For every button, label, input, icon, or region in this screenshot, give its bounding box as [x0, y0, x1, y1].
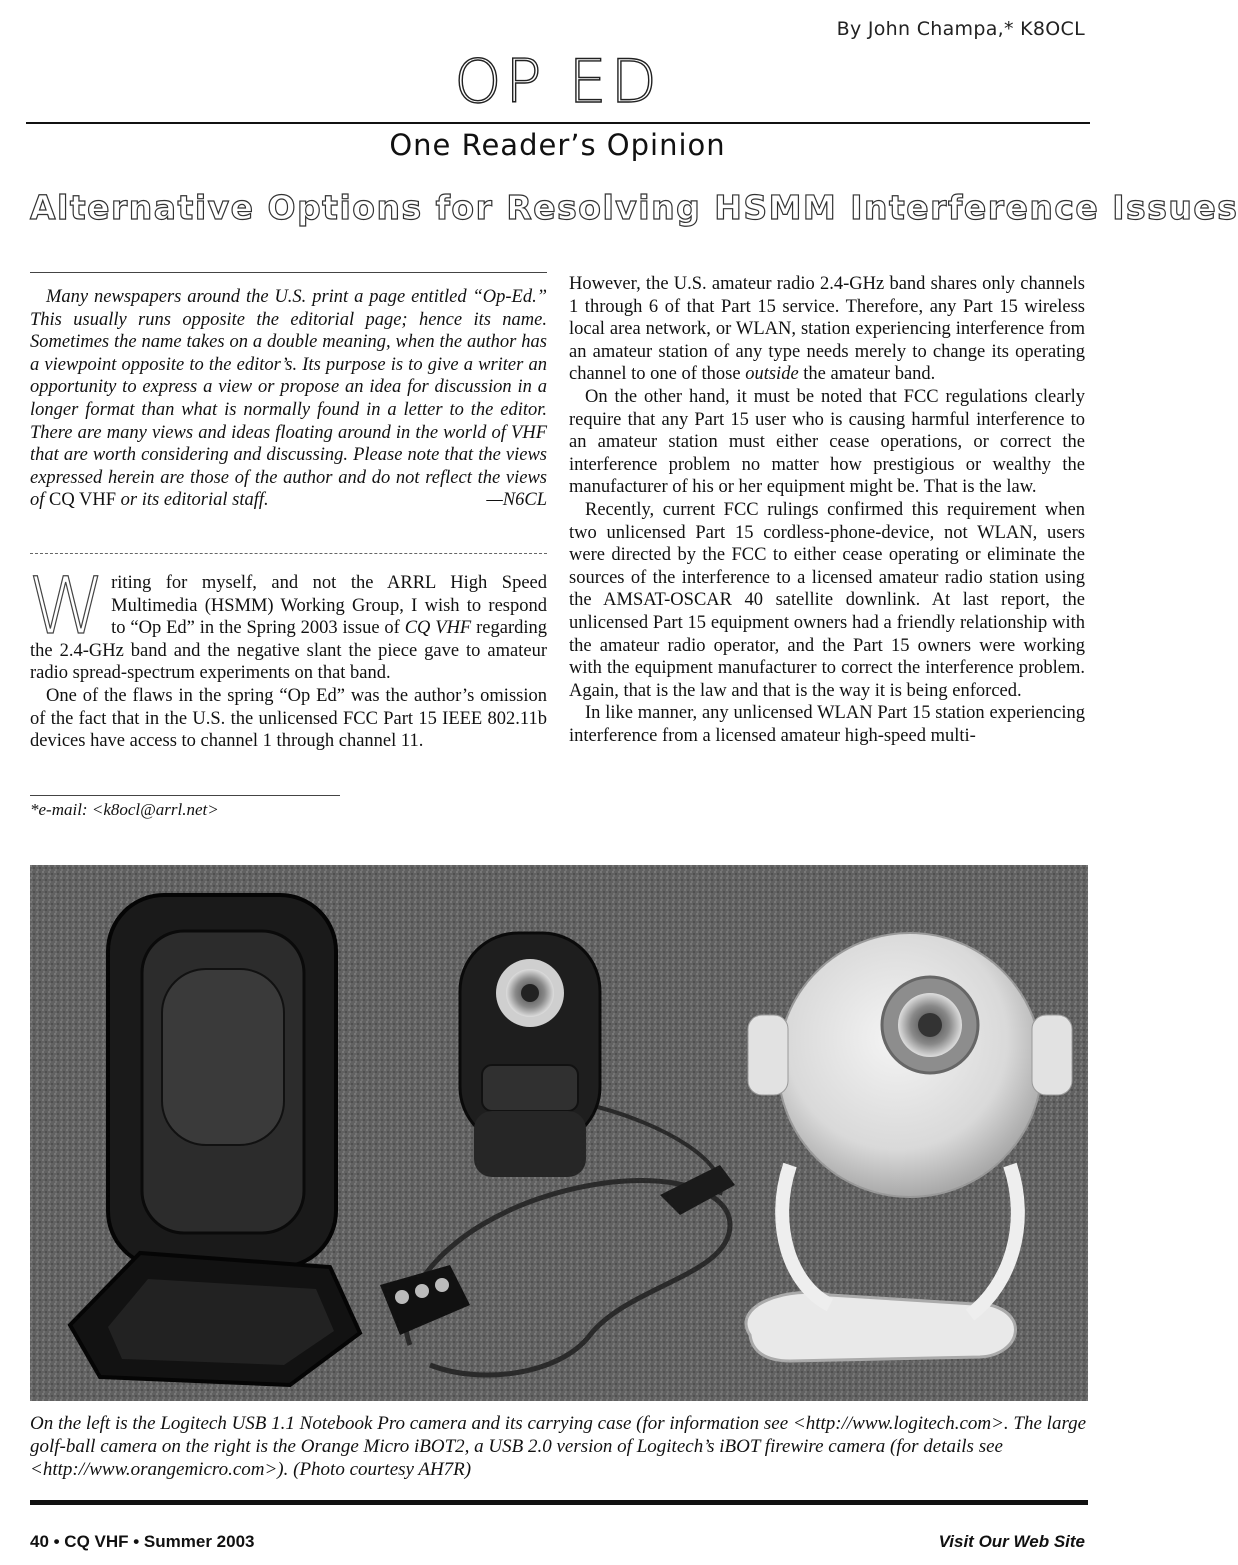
right-column-body — [569, 273, 1085, 747]
photo-caption: On the left is the Logitech USB 1.1 Notebook Pro camera and its carrying case (for information see <http://www.logitech.com>. The large golf-ball camera on the right is the Orange Micro iBOT2, a USB 2.0 version of Logitech’s iBOT firewire camera (for details see <http://www.orangemicro.com>). (Photo courtesy AH7R) — [30, 1413, 1087, 1480]
editor-note-magazine: CQ VHF — [49, 490, 117, 511]
footnote-rule — [30, 795, 340, 796]
footer-page-info: 40 • CQ VHF • Summer 2003 — [30, 1532, 255, 1551]
footer-website-link[interactable]: Visit Our Web Site — [938, 1532, 1085, 1551]
left-column-body — [28, 562, 548, 753]
left-p1-b: regarding the 2.4-GHz band and the negative slant the piece gave to amateur radio spread-spectrum experiments on that band. — [30, 618, 548, 684]
photo — [30, 865, 1088, 1401]
left-p2: One of the flaws in the spring “Op Ed” was the author’s omission of the fact that in the U.S. the unlicensed FCC Part 15 IEEE 802.11b devices have access to channel 1 through channel 11. — [30, 685, 547, 752]
header-rule — [26, 122, 1090, 124]
article-headline: Alternative Options for Resolving HSMM Interference Issues — [30, 188, 1238, 227]
right-p3: Recently, current FCC rulings confirmed this requirement when two unlicensed Part 15 cordless-phone-device, not WLAN, users were directed by the FCC to either cease operating or eliminate the sources of the interference to a licensed amateur radio station using the AMSAT-OSCAR 40 satellite downlink. At last report, the unlicensed Part 15 equipment owners had a friendly relationship with the amateur radio operator, and the Part 15 owners were working with the equipment manufacturer to correct the interference problem. Again, that is the law and that is the way it is being enforced. — [569, 499, 1085, 701]
editor-note-top-rule — [30, 272, 547, 273]
footer-rule — [30, 1500, 1088, 1505]
left-p1-a: riting for myself, and not the ARRL High Speed Multimedia (HSMM) Working Group, I wish to respond to “Op Ed” in the Spring 2003 issue of — [111, 573, 547, 639]
section-title: OP ED — [454, 47, 661, 117]
right-p1-emphasis: outside — [745, 364, 799, 385]
editor-note-text-a: Many newspapers around the U.S. print a page entitled “Op-Ed.” This usually runs opposite the editorial page; hence its name. Sometimes the name takes on a double meaning, when the author has a viewpoint opposite to the editor’s. Its purpose is to give a writer an opportunity to express a view or propose an idea for discussion in a longer format than what is normally found in a letter to the editor. There are many views and ideas floating around in the world of VHF that are worth considering and discussing. Please note that the views expressed herein are those of the author and do not reflect the views of — [30, 287, 547, 511]
dropcap: W — [28, 562, 106, 652]
right-p4: In like manner, any unlicensed WLAN Part 15 station experiencing interference from a licensed amateur high-speed multi- — [569, 703, 1085, 746]
byline: By John Champa,* K8OCL — [836, 18, 1085, 40]
right-p1-a: However, the U.S. amateur radio 2.4-GHz band shares only channels 1 through 6 of that Part 15 service. Therefore, any Part 15 wireless local area network, or WLAN, station experiencing interference from an amateur station of any type needs merely to change its operating channel to one of those — [569, 274, 1085, 385]
right-p1-b: the amateur band. — [798, 364, 936, 385]
camera-case — [70, 895, 360, 1385]
editor-note-text-b: or its editorial staff. — [116, 490, 269, 511]
subtitle: One Reader’s Opinion — [389, 128, 726, 162]
footnote: *e-mail: <k8ocl@arrl.net> — [30, 800, 219, 819]
editor-note-bottom-rule — [30, 553, 547, 554]
right-p2: On the other hand, it must be noted that FCC regulations clearly require that any Part 15 user who is causing harmful interference to an amateur station must either cease operations, or correct the interference problem no matter how prestigious or wealthy the manufacturer of his or her equipment might be. That is the law. — [569, 386, 1085, 498]
left-p1-magazine: CQ VHF — [404, 618, 472, 639]
editor-note — [30, 286, 547, 512]
editor-note-signature: —N6CL — [486, 490, 547, 511]
photo-illustration — [30, 865, 1088, 1401]
